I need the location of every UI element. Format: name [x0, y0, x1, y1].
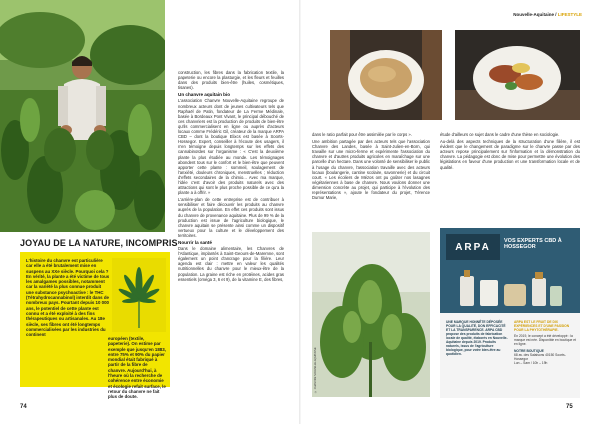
hemp-plant-closeup-photo — [312, 232, 430, 397]
store-address: 68 av. des Salaisons 40150 Soorts-Hossegor — [514, 353, 566, 361]
hemp-leaf-illustration — [112, 258, 166, 332]
store-hours: Lun – Sam / 10h – 19h — [514, 361, 548, 365]
right-page-column-2 — [440, 132, 580, 212]
left-page-column-2 — [178, 70, 284, 395]
highlight-text-continued: européen (textile, papeterie). On estime par exemple que jusqu'en 1883, entre 75% et 90% du papier mondial était fabriqué à partir de la fibre de chanvre. Aujourd'hui, à l'heure où la recherche de cohérence entre économie et écologie refait surface, le retour du chanvre ne fait plus de doute. — [108, 336, 166, 400]
farmer-hemp-field-photo — [0, 0, 165, 232]
paragraph: étude d'ailleurs ce sujet dans le cadre d'une thèse en sociologie. — [440, 132, 560, 137]
highlight-box — [20, 252, 170, 400]
ad-banner — [440, 228, 580, 313]
subheading: Un chanvre aquitain bio — [178, 92, 231, 98]
ad-left-text: UNE MARQUE HONNÊTE DÉPOSÉE POUR LA QUALITÉ, DON EFFICACITÉ ET LA TRANSPARENCE. ARPA CBD propose des produits de fabrication locale de qualité, élaborés en Nouvelle-Aquitaine depuis 2019. Produits naturels, issus de l'agriculture biologique, pour votre bien-être au quotidien. — [446, 320, 508, 356]
highlight-text: L'histoire du chanvre est particulière car elle a été brutalement mise en suspens au XXe siècle. Pourquoi cela ? En vérité, la plante a été victime de tous les amalgames possibles, notamment car la variété la plus connue produit une substance psychoactive : le THC (Tétrahydrocannabinol) interdit dans de nombreux pays. Pourtant depuis 10 000 ans, le potentiel de cette plante est connu et a été exploité à des fins thérapeutiques ou artisanales. Au 18e siècle, ses fibres ont été longtemps commercialisées par les industries du continent — [26, 258, 110, 338]
running-header: Nouvelle-Aquitaine / LIFESTYLE — [513, 12, 582, 17]
paragraph: L'association Chanvre Nouvelle-Aquitaine regroupe de nombreux acteurs dont de jeunes cultivateurs tels que Raphaël de Patin, fondateur de La Ferme Médinale, basée à Bordeaux Pont Vivant, le principal débouché de ces chanvriers est la production de produits de bien-être qu'ils commercialisent en ligne ou auprès d'acteurs locaux comme Frédéric Gil, créateur de la marque ARPA CBD – dont la boutique Elixcs est basée à Soorts-Hossegor. Expert, conseiller à l'écoute des usagers, il n'en témoigne depuis longtemps sur les effets des cannabinoïdes sur l'organisme : « C'est la deuxième plante la plus étudiée au monde. Les témoignages abondent tous sur le confort et le bien-être que peuvent apporter cette plante : sommeil, soulagement de l'anxiété, douleurs chroniques, menstruelles ; réduction d'effets secondaires de la chimio... Avec ma marque, l'idée c'est d'avoir des produits naturels avec des attractions qui sont le plus proche possible de ce qu'a la plante a à offrir. » — [178, 98, 284, 196]
ad-right-text: En 2019, le concept a été développé : la marque est née. Disponible en boutique et en ligne. — [514, 334, 576, 346]
photo-credit: © CHANVRE NOUVELLE-AQUITAINE — [314, 347, 317, 393]
paragraph: Dans le domaine alimentaire, les Chanvres de l'Atlantique, implantés à Saint-Geours-de-Maremne, sont également un point d'ancrage pour la filière. Leur agenda est clair : mettre en valeur les qualités nutritionnelles du chanvre pour le mieux-être de la population. La graine est riche en protéines, acides gras essentiels (oméga 3, 6 et 9), de la vitamine E, des fibres, — [178, 246, 284, 282]
page-number-right: 75 — [566, 404, 573, 410]
plated-food-photo — [455, 30, 580, 120]
bowl-of-grains-photo — [330, 30, 442, 120]
arpa-cbd-advertisement — [440, 228, 580, 398]
cbd-products-image — [454, 266, 566, 310]
article-title: JOYAU DE LA NATURE, INCOMPRIS — [20, 238, 178, 248]
ad-left-column — [446, 320, 508, 356]
paragraph: Une ambition partagée par des acteurs tels que l'association Chanvre des Landes, basée à Saint-Julien-en-Born, qui travaille sur une micro-ferme et expérimente l'association du chanvre et d'autres produits agricoles en maraîchage sur une parcelle d'un hectare. Dans une volonté de sensibiliser le public à l'usage du chanvre, l'association travaille avec des acteurs locaux (boulangerie, cantine scolaire, savonnerie) et du circuit court. « Les écoliers de Mézos ont pu goûter nos lasagnes végétariennes à base de chanvre. Nous voulons donner une dimension concrète au projet, qui participe à l'évolution des représentations », ajoute le fondateur du projet, Térence Dumur Marie, — [312, 139, 430, 201]
page-number-left: 74 — [20, 404, 27, 410]
paragraph: construction, les fibres dans la fabrication textile, la papeterie ou encore la plasturgie, et les fleurs et feuilles dans des produits bien-être (huiles, cosmétiques, tisanes). — [178, 70, 284, 91]
paragraph: L'arrière-plan de cette entreprise est de contribuer à sensibiliser et faire découvrir les produits au chanvre auprès de la population. En effet ces produits sont issus du chanvre de provenance aquitaine. Plus de 99 % de la production est issue de l'agriculture biologique, le chanvre aquitain se présente ainsi comme un dispositif vertueux pour la culture et le développement des territoires. — [178, 197, 284, 238]
right-page-column-1 — [312, 132, 430, 230]
ad-right-heading: ARPA EST LE FRUIT DE DIX EXPÉRIENCES ET D'UNE PASSION POUR LA PHYTOTHÉRAPIE. — [514, 320, 570, 332]
paragraph: Au-delà des aspects techniques de la structuration d'une filière, il est évident que le changement de paradigme sur le chanvre passe par des acteurs repose principalement sur l'information et la démonstration du chanvre. La pédagogie est donc de mise pour permettre une évolution des législations en faveur d'une production et une transformation locale et de qualité. — [440, 139, 580, 170]
subheading: Nourrir la santé — [178, 240, 212, 245]
section-tag: LIFESTYLE — [557, 12, 582, 17]
ad-headline: VOS EXPERTS CBD À HOSSEGOR — [504, 238, 562, 251]
store-title: NOTRE BOUTIQUE — [514, 349, 544, 353]
section-name: Nouvelle-Aquitaine — [513, 12, 554, 17]
page-gutter — [299, 0, 301, 424]
arpa-logo: ARPA — [446, 234, 500, 260]
ad-right-column — [514, 320, 576, 365]
paragraph: dans le ratio parfait pour être assimilée par le corps ». — [312, 132, 412, 137]
